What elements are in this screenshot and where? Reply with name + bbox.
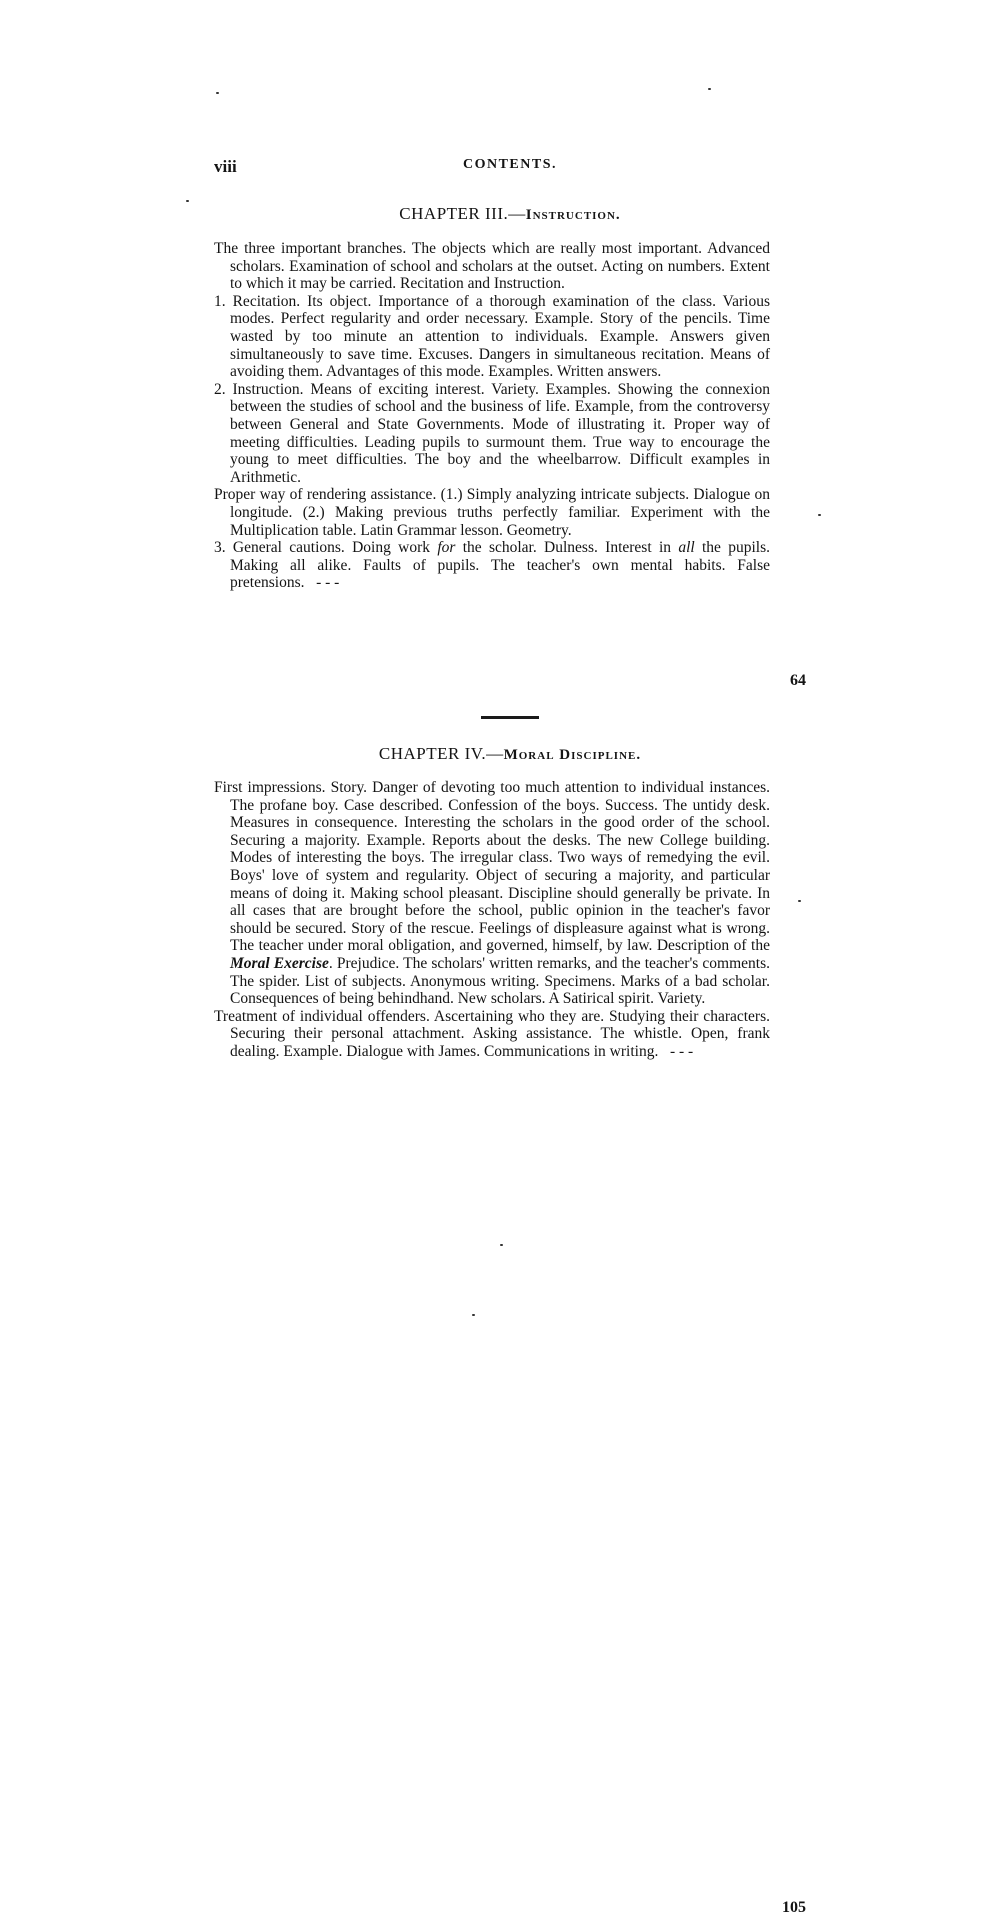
italic-run: for [437,539,456,557]
toc-paragraph: 2. Instruction. Means of exciting interest. Variety. Examples. Showing the connexion between the studies of school and the business of life. Example, from the controversy between General and State Governments. Mode of illustrating it. Proper way of meeting difficulties. Leading pupils to surmount them. True way to encourage the young to meet difficulties. The boy and the wheelbarrow. Difficult examples in Arithmetic. [214,380,770,486]
toc-paragraph [214,539,770,592]
chapter-3-contents [214,240,806,689]
text-run: the pupils. Making all alike. Faults of pupils. The teacher's own mental habits. False pretensions. [230,539,770,592]
toc-paragraph: Proper way of rendering assistance. (1.) Simply analyzing intricate subjects. Dialogue on longitude. (2.) Making previous truths perfectly familiar. Experiment with the Multiplication table. Latin Grammar lesson. Geometry. [214,486,770,539]
toc-paragraph: 1. Recitation. Its object. Importance of a thorough examination of the class. Various modes. Perfect regularity and order necessary. Example. Story of the pencils. Time wasted by too minute an attention to individuals. Example. Answers given simultaneously to save time. Excuses. Dangers in simultaneous recitation. Means of avoiding them. Advantages of this mode. Examples. Written answers. [214,292,770,381]
toc-paragraph [214,1008,770,1061]
page-header [214,157,806,183]
chapter-4-contents [214,779,806,1916]
chapter-3-number: CHAPTER III.— [399,204,526,223]
text-run: 3. General cautions. Doing work [214,539,438,557]
text-run: the scholar. Dulness. Interest in [455,539,679,557]
toc-paragraph [214,779,770,1008]
leader-dots: - - - [316,574,340,592]
scan-speck [708,88,711,90]
scan-speck [186,200,189,202]
chapter-4-heading [214,744,806,764]
text-run: First impressions. Story. Danger of devoting too much attention to individual instances. The profane boy. Case described. Confession of the boys. Success. The untidy desk. Measures in consequence. Interesting the scholars in the good order of the school. Securing a majority. Example. Reports about the desks. The new College building. Modes of interesting the boys. The irregular class. Two ways of remedying the evil. Boys' love of system and regularity. Object of securing a majority, and particular means of doing it. Making school pleasant. Discipline should generally be private. In all cases that are brought before the school, public opinion in the teacher's favor should be secured. Story of the rescue. Feelings of displeasure against what is wrong. The teacher under moral obligation, and governed, himself, by law. Description of the [214,779,770,955]
scan-speck [472,1314,475,1316]
toc-paragraph: The three important branches. The objects which are really most important. Advanced scholars. Examination of school and scholars at the outset. Acting on numbers. Extent to which it may be carried. Recitation and Instruction. [214,240,770,293]
text-run: . Prejudice. The scholars' written remarks, and the teacher's comments. The spider. List of subjects. Anonymous writing. Specimens. Marks of a bad scholar. Consequences of being behindhand. New scholars. A Satirical spirit. Variety. [230,954,771,1008]
text-run: Treatment of individual offenders. Ascertaining who they are. Studying their characters. Securing their personal attachment. Asking assistance. The whistle. Open, frank dealing. Example. Dialogue with James. Communications in writing. [214,1007,770,1060]
chapter-3-title: Instruction. [525,207,621,223]
leader-dots: - - - [669,1042,694,1060]
page-reference: 64 [790,672,806,689]
running-title: CONTENTS. [462,157,558,172]
chapter-4-number: CHAPTER IV.— [378,744,504,763]
scan-speck [798,900,801,902]
chapter-4-title: Moral Discipline. [503,747,642,763]
italic-run: all [678,539,695,557]
scan-speck [818,514,821,516]
page-number: viii [214,157,237,176]
italic-run: Moral Exercise [230,954,329,972]
page-reference: 105 [782,1899,806,1916]
chapter-3-heading [214,204,806,224]
scan-speck [500,1244,503,1246]
section-divider [481,716,539,719]
scan-speck [216,92,219,94]
